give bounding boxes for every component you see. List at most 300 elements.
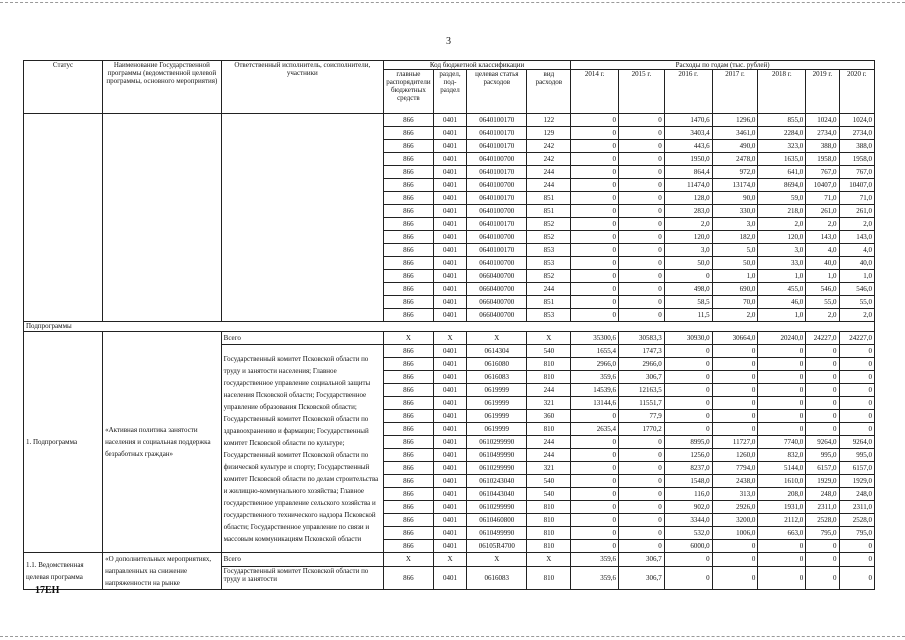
table-cell: 1006,0 (712, 527, 758, 540)
table-cell: 0 (571, 527, 619, 540)
table-cell: 0 (758, 566, 806, 589)
table-cell: 0610499990 (467, 449, 527, 462)
table-cell: 0 (571, 475, 619, 488)
table-cell: 0401 (433, 449, 466, 462)
table-cell: 2,0 (806, 218, 839, 231)
table-cell: 0401 (433, 527, 466, 540)
table-cell: 866 (383, 449, 433, 462)
table-cell: 0610460800 (467, 514, 527, 527)
table-cell: 116,0 (664, 488, 712, 501)
table-cell: 0401 (433, 179, 466, 192)
table-cell: 0610499990 (467, 527, 527, 540)
table-cell: 0 (712, 397, 758, 410)
table-cell: 1260,0 (712, 449, 758, 462)
header-responsible: Ответственный исполнитель, соисполнители, участники (221, 61, 383, 114)
table-cell: 11551,7 (619, 397, 665, 410)
table-cell: 1470,6 (664, 114, 712, 127)
sub11-status: 1.1. Ведомственная целевая программа (24, 553, 103, 590)
table-cell: 1635,0 (758, 153, 806, 166)
table-cell: 0401 (433, 127, 466, 140)
table-cell: 810 (527, 423, 571, 436)
top-dashed-rule (0, 2, 905, 3)
table-cell: 0401 (433, 166, 466, 179)
table-cell: 852 (527, 218, 571, 231)
table-cell: 2734,0 (839, 127, 874, 140)
table-cell: 866 (383, 153, 433, 166)
table-cell: 2966,0 (571, 358, 619, 371)
sub11-name: «О дополнительных мероприятиях, направленных на снижение напряженности на рынке (103, 553, 222, 590)
table-cell: 0 (664, 371, 712, 384)
table-cell: 6000,0 (664, 540, 712, 553)
table-cell: 866 (383, 371, 433, 384)
table-cell: 641,0 (758, 166, 806, 179)
table-cell: 0401 (433, 462, 466, 475)
table-cell: 218,0 (758, 205, 806, 218)
table-cell: 0 (839, 371, 874, 384)
table-cell: 13144,6 (571, 397, 619, 410)
table-cell: 0619999 (467, 410, 527, 423)
table-cell: 1950,0 (664, 153, 712, 166)
table-cell: 0640100170 (467, 127, 527, 140)
table-cell: 866 (383, 283, 433, 296)
table-cell: 0 (712, 371, 758, 384)
table-cell: 0 (758, 540, 806, 553)
table-cell: 0 (806, 384, 839, 397)
table-cell: 540 (527, 345, 571, 358)
table-cell: 0401 (433, 153, 466, 166)
table-cell: 0640100170 (467, 244, 527, 257)
table-cell: 0 (664, 345, 712, 358)
table-cell: 866 (383, 475, 433, 488)
table-cell: 1929,0 (806, 475, 839, 488)
table-cell: 59,0 (758, 192, 806, 205)
table-cell: 10407,0 (806, 179, 839, 192)
table-cell: 0 (758, 358, 806, 371)
table-cell: 0 (806, 566, 839, 589)
table-cell: 0401 (433, 358, 466, 371)
header-name: Наименование Государственной программы (ведомственной целевой программы, основного мероприятия) (103, 61, 222, 114)
table-cell: 0 (806, 358, 839, 371)
table-cell: 853 (527, 244, 571, 257)
table-cell: 40,0 (839, 257, 874, 270)
table-cell: 0 (571, 514, 619, 527)
table-cell: 2478,0 (712, 153, 758, 166)
table-cell: 2,0 (806, 309, 839, 322)
table-cell: 0 (619, 514, 665, 527)
table-cell: 0 (806, 540, 839, 553)
table-cell: 2,0 (839, 309, 874, 322)
table-cell: X (467, 332, 527, 345)
table-cell: 0401 (433, 540, 466, 553)
table-cell: 0 (839, 397, 874, 410)
table-cell: 0 (839, 384, 874, 397)
sub1-status: 1. Подпрограмма (24, 332, 103, 553)
table-cell: 810 (527, 566, 571, 589)
table-cell: 851 (527, 192, 571, 205)
table-cell: 866 (383, 257, 433, 270)
header-status: Статус (24, 61, 103, 114)
blank-name-cell (103, 114, 222, 322)
table-cell: 1296,0 (712, 114, 758, 127)
table-cell: 0619999 (467, 397, 527, 410)
table-cell: 261,0 (806, 205, 839, 218)
table-cell: 902,0 (664, 501, 712, 514)
table-cell: 0 (571, 488, 619, 501)
blank-status-cell (24, 114, 103, 322)
table-cell: 306,7 (619, 371, 665, 384)
table-cell: 0 (806, 410, 839, 423)
table-cell: 30583,3 (619, 332, 665, 345)
table-cell: 306,7 (619, 566, 665, 589)
table-cell: 0 (839, 345, 874, 358)
table-cell: 0401 (433, 488, 466, 501)
table-cell: 0 (839, 566, 874, 589)
table-cell: 0 (712, 358, 758, 371)
table-cell: 0 (571, 140, 619, 153)
table-cell: 10407,0 (839, 179, 874, 192)
table-cell: 0 (758, 345, 806, 358)
table-cell: 995,0 (839, 449, 874, 462)
table-cell: X (527, 553, 571, 567)
table-cell: 0640100700 (467, 205, 527, 218)
table-cell: 490,0 (712, 140, 758, 153)
table-cell: 5144,0 (758, 462, 806, 475)
table-cell: 866 (383, 179, 433, 192)
table-cell: 40,0 (806, 257, 839, 270)
table-cell: 853 (527, 257, 571, 270)
table-cell: 866 (383, 527, 433, 540)
table-cell: 810 (527, 527, 571, 540)
table-cell: 0401 (433, 514, 466, 527)
table-cell: 0 (619, 166, 665, 179)
table-cell: 866 (383, 166, 433, 179)
table-cell: 0 (712, 423, 758, 436)
header-csr: целевая статья расходов (467, 70, 527, 114)
table-cell: 143,0 (806, 231, 839, 244)
table-cell: 546,0 (806, 283, 839, 296)
table-cell: 0610299990 (467, 436, 527, 449)
table-cell: 0 (619, 436, 665, 449)
table-cell: 0619999 (467, 384, 527, 397)
table-cell: 0 (619, 192, 665, 205)
table-cell: 0 (664, 423, 712, 436)
table-cell: 6157,0 (806, 462, 839, 475)
table-cell: 129 (527, 127, 571, 140)
table-cell: 6157,0 (839, 462, 874, 475)
table-cell: 1931,0 (758, 501, 806, 514)
table-cell: 0 (571, 309, 619, 322)
table-cell: 0401 (433, 192, 466, 205)
sub1-responsible: Государственный комитет Псковской области по труду и занятости населения; Главное государственное управление социальной защиты населения Псковской области; Государственное управление образования Псковской области; Государственный комитет Псковской области по здравоохранению и фармации; Государственный комитет Псковской области по культуре; Государственный комитет Псковской области по физической культуре и спорту; Государственный комитет Псковской области по делам строительства и жилищно-коммунального хозяйства; Главное государственное управление сельского хозяйства и государственного технического надзора Псковской области; Государственное управление по связи и массовым коммуникациям Псковской области (221, 345, 383, 553)
table-cell: 866 (383, 501, 433, 514)
table-cell: 0 (806, 397, 839, 410)
table-cell: 306,7 (619, 553, 665, 567)
footer-code: 17ЕН (35, 585, 60, 596)
table-cell: 0 (712, 566, 758, 589)
table-row (24, 114, 875, 127)
table-cell: 35300,6 (571, 332, 619, 345)
table-cell: 0660400700 (467, 309, 527, 322)
table-cell: 866 (383, 296, 433, 309)
table-cell: 0 (571, 410, 619, 423)
table-cell: 12163,5 (619, 384, 665, 397)
table-cell: 866 (383, 218, 433, 231)
table-cell: 1548,0 (664, 475, 712, 488)
table-cell: 0 (619, 283, 665, 296)
table-cell: 06105R4700 (467, 540, 527, 553)
table-cell: 0640100170 (467, 192, 527, 205)
table-cell: 0 (664, 553, 712, 567)
table-cell: 77,9 (619, 410, 665, 423)
table-cell: 0 (619, 218, 665, 231)
table-cell: 866 (383, 488, 433, 501)
table-cell: 13174,0 (712, 179, 758, 192)
table-cell: 360 (527, 410, 571, 423)
table-cell: 0 (619, 527, 665, 540)
table-cell: 795,0 (806, 527, 839, 540)
table-cell: 540 (527, 488, 571, 501)
table-cell: 866 (383, 410, 433, 423)
table-cell: 0660400700 (467, 283, 527, 296)
table-cell: 0 (571, 114, 619, 127)
table-cell: 0 (839, 540, 874, 553)
table-cell: 810 (527, 501, 571, 514)
table-cell: 866 (383, 244, 433, 257)
table-cell: 24227,0 (806, 332, 839, 345)
sub11-total-label: Всего (221, 553, 383, 567)
table-cell: 46,0 (758, 296, 806, 309)
table-cell: 9264,0 (839, 436, 874, 449)
table-cell: 0610299990 (467, 462, 527, 475)
table-cell: 321 (527, 397, 571, 410)
table-cell: 0401 (433, 475, 466, 488)
table-cell: 866 (383, 423, 433, 436)
table-cell: 866 (383, 140, 433, 153)
table-cell: 0401 (433, 283, 466, 296)
table-cell: 866 (383, 436, 433, 449)
table-cell: 0 (619, 205, 665, 218)
table-cell: 0 (571, 296, 619, 309)
table-cell: 0616083 (467, 566, 527, 589)
table-cell: 0 (571, 244, 619, 257)
table-cell: 5,0 (712, 244, 758, 257)
table-cell: 972,0 (712, 166, 758, 179)
table-cell: 0 (571, 192, 619, 205)
table-cell: 3,0 (664, 244, 712, 257)
table-cell: 208,0 (758, 488, 806, 501)
subprograms-row (24, 322, 875, 332)
table-cell: 3,0 (712, 218, 758, 231)
header-year: 2016 г. (664, 70, 712, 114)
table-cell: 3,0 (758, 244, 806, 257)
table-cell: 767,0 (806, 166, 839, 179)
table-cell: 0 (619, 540, 665, 553)
table-cell: 810 (527, 540, 571, 553)
table-cell: 0 (758, 423, 806, 436)
table-cell: 0 (758, 371, 806, 384)
table-cell: 2,0 (839, 218, 874, 231)
table-cell: 2,0 (758, 218, 806, 231)
table-cell: 0401 (433, 244, 466, 257)
table-cell: 2,0 (712, 309, 758, 322)
table-cell: 0401 (433, 410, 466, 423)
table-cell: 1770,2 (619, 423, 665, 436)
table-cell: 810 (527, 358, 571, 371)
table-cell: 2966,0 (619, 358, 665, 371)
table-cell: 2112,0 (758, 514, 806, 527)
budget-table (23, 60, 875, 590)
table-cell: 11727,0 (712, 436, 758, 449)
table-cell: 855,0 (758, 114, 806, 127)
table-cell: 0 (664, 270, 712, 283)
table-cell: 7794,0 (712, 462, 758, 475)
table-cell: 1610,0 (758, 475, 806, 488)
table-cell: 0 (839, 358, 874, 371)
table-cell: 0640100700 (467, 179, 527, 192)
table-cell: 3403,4 (664, 127, 712, 140)
table-cell: X (433, 553, 466, 567)
table-cell: 359,6 (571, 371, 619, 384)
table-cell: 2284,0 (758, 127, 806, 140)
table-cell: 1958,0 (839, 153, 874, 166)
table-cell: 0 (571, 436, 619, 449)
table-cell: 0 (664, 566, 712, 589)
table-cell: 795,0 (839, 527, 874, 540)
table-cell: 443,6 (664, 140, 712, 153)
table-cell: 0 (839, 410, 874, 423)
table-cell: 1,0 (712, 270, 758, 283)
table-cell: 0616083 (467, 371, 527, 384)
table-cell: 0 (571, 231, 619, 244)
table-cell: 851 (527, 296, 571, 309)
table-cell: 852 (527, 231, 571, 244)
table-cell: 532,0 (664, 527, 712, 540)
table-cell: 0 (619, 140, 665, 153)
table-cell: 50,0 (712, 257, 758, 270)
table-cell: 70,0 (712, 296, 758, 309)
table-cell: 0 (806, 553, 839, 567)
table-cell: 244 (527, 166, 571, 179)
table-cell: 321 (527, 462, 571, 475)
table-cell: 11474,0 (664, 179, 712, 192)
table-cell: 128,0 (664, 192, 712, 205)
table-cell: 0401 (433, 114, 466, 127)
table-cell: 0401 (433, 397, 466, 410)
table-cell: 0660400700 (467, 296, 527, 309)
table-cell: 0401 (433, 140, 466, 153)
table-cell: 0 (619, 488, 665, 501)
table-cell: 182,0 (712, 231, 758, 244)
table-cell: 244 (527, 283, 571, 296)
table-cell: 0 (664, 397, 712, 410)
table-cell: 810 (527, 371, 571, 384)
table-cell: 540 (527, 475, 571, 488)
table-cell: 330,0 (712, 205, 758, 218)
table-cell: 0 (619, 296, 665, 309)
table-cell: 852 (527, 270, 571, 283)
page-number: 3 (446, 36, 451, 47)
table-cell: 4,0 (806, 244, 839, 257)
table-cell: 663,0 (758, 527, 806, 540)
table-cell: 0401 (433, 371, 466, 384)
sub11-responsible: Государственный комитет Псковской области по труду и занятости (221, 566, 383, 589)
header-expenses: Расходы по годам (тыс. рублей) (571, 61, 875, 70)
table-cell: X (467, 553, 527, 567)
table-cell: 261,0 (839, 205, 874, 218)
table-cell: 2311,0 (839, 501, 874, 514)
table-cell: 248,0 (839, 488, 874, 501)
table-cell: 244 (527, 384, 571, 397)
table-cell: 0 (571, 218, 619, 231)
table-cell: 690,0 (712, 283, 758, 296)
table-cell: 498,0 (664, 283, 712, 296)
table-cell: 0 (619, 475, 665, 488)
header-year: 2014 г. (571, 70, 619, 114)
table-cell: 0 (712, 553, 758, 567)
table-cell: 851 (527, 205, 571, 218)
table-cell: X (383, 553, 433, 567)
table-cell: 0 (619, 257, 665, 270)
header-grbs: главные распорядители бюджетных средств (383, 70, 433, 114)
table-cell: 0 (619, 462, 665, 475)
table-cell: 0 (806, 345, 839, 358)
table-cell: 810 (527, 514, 571, 527)
table-cell: 3344,0 (664, 514, 712, 527)
table-cell: 33,0 (758, 257, 806, 270)
table-cell: 0 (619, 114, 665, 127)
table-cell: 0 (619, 179, 665, 192)
table-body (24, 114, 875, 590)
table-cell: 866 (383, 384, 433, 397)
table-cell: 0 (758, 410, 806, 423)
table-cell: 832,0 (758, 449, 806, 462)
table-cell: 2734,0 (806, 127, 839, 140)
table-cell: 0401 (433, 345, 466, 358)
table-cell: 1256,0 (664, 449, 712, 462)
sub1-name: «Активная политика занятости населения и социальная поддержка безработных граждан» (103, 332, 222, 553)
table-cell: 0 (664, 358, 712, 371)
table-cell: 995,0 (806, 449, 839, 462)
bottom-dashed-rule (0, 636, 905, 637)
table-cell: 0640100170 (467, 114, 527, 127)
table-cell: 0640100700 (467, 153, 527, 166)
table-cell: 20240,0 (758, 332, 806, 345)
table-cell: 0 (619, 501, 665, 514)
table-cell: 0 (712, 384, 758, 397)
table-cell: 3200,0 (712, 514, 758, 527)
table-cell: 388,0 (806, 140, 839, 153)
table-cell: 866 (383, 462, 433, 475)
table-cell: 3461,0 (712, 127, 758, 140)
table-cell: 0660400700 (467, 270, 527, 283)
table-cell: 58,5 (664, 296, 712, 309)
table-cell: 71,0 (839, 192, 874, 205)
table-cell: 244 (527, 179, 571, 192)
table-cell: 8694,0 (758, 179, 806, 192)
table-cell: 0 (571, 449, 619, 462)
table-cell: 313,0 (712, 488, 758, 501)
header-rzpr: раздел, под-раздел (433, 70, 466, 114)
table-cell: X (383, 332, 433, 345)
table-cell: 120,0 (758, 231, 806, 244)
table-cell: 0640100170 (467, 166, 527, 179)
table-cell: 0401 (433, 270, 466, 283)
table-cell: 0 (619, 231, 665, 244)
table-cell: 1024,0 (839, 114, 874, 127)
header-year: 2019 г. (806, 70, 839, 114)
table-cell: 0 (806, 371, 839, 384)
table-cell: 0401 (433, 257, 466, 270)
